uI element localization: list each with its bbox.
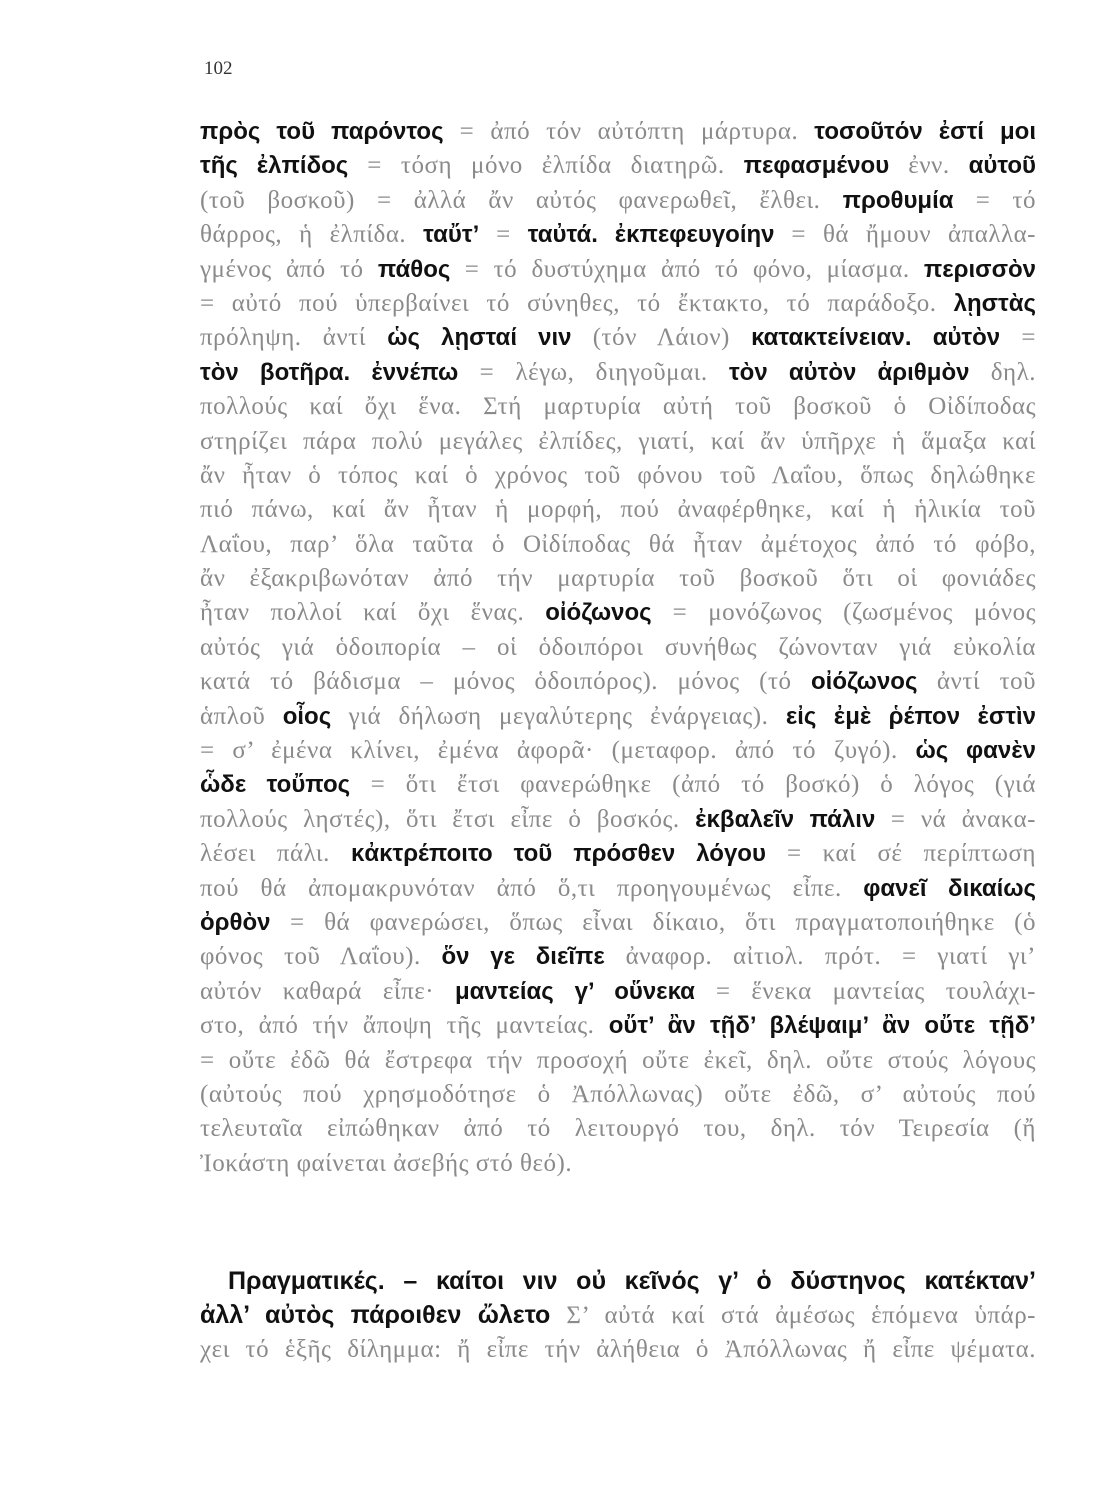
gloss-text: ἀναφορ. αἰτιολ. πρότ. = γιατί γι’ <box>604 943 1036 971</box>
text-line <box>200 253 1036 287</box>
text-line <box>200 1333 1036 1367</box>
lemma-term: φανεῖ δικαίως <box>863 874 1036 902</box>
lemma-term: κατακτείνειαν. αὐτὸν <box>751 324 1001 352</box>
text-line <box>200 321 1036 355</box>
lemma-term: κἀκτρέποιτο τοῦ πρόσθεν λόγου <box>350 840 766 868</box>
gloss-text: ἄν ἐξακριβωνόταν ἀπό τήν μαρτυρία τοῦ βοσκοῦ ὅτι οἱ φονιάδες <box>200 565 1036 593</box>
text-line <box>200 1298 1036 1332</box>
lemma-term: ὡς φανὲν <box>915 737 1036 765</box>
text-line <box>200 975 1036 1009</box>
lemma-term: τῆς ἐλπίδος <box>200 152 349 180</box>
gloss-text: στο, ἀπό τήν ἄποψη τῆς μαντείας. <box>200 1012 609 1040</box>
lemma-term: ὡς λῃσταί νιν <box>387 324 572 352</box>
gloss-text: = θά ἤμουν ἀπαλλα- <box>774 221 1036 249</box>
gloss-text: = ἕνεκα μαντείας τουλάχι- <box>694 977 1036 1005</box>
lemma-term: περισσὸν <box>923 255 1036 283</box>
lemma-term: ὀρθὸν <box>200 908 271 936</box>
text-line <box>200 1009 1036 1043</box>
text-line <box>200 700 1036 734</box>
gloss-text: λέσει πάλι. <box>200 840 351 868</box>
text-line <box>200 631 1036 665</box>
lemma-term: πεφασμένου <box>743 152 890 180</box>
gloss-text: χει τό ἑξῆς δίλημμα: ἤ εἶπε τήν ἀλήθεια ὁ Ἀπόλλωνας ἤ εἶπε ψέματα. <box>200 1335 1036 1363</box>
text-line <box>200 528 1036 562</box>
text-line <box>200 1147 1036 1181</box>
gloss-text: = αὐτό πού ὑπερβαίνει τό σύνηθες, τό ἔκτακτο, τό παράδοξο. <box>200 289 954 317</box>
gloss-text: = σ’ ἐμένα κλίνει, ἐμένα ἀφορᾶ· (μεταφορ. ἀπό τό ζυγό). <box>200 737 916 765</box>
lemma-term: ἀλλ’ αὐτὸς πάροιθεν ὤλετο <box>200 1301 551 1330</box>
lemma-term: οὔτ’ ἂν τῇδ’ βλέψαιμ’ ἂν οὔτε τῇδ’ <box>608 1012 1036 1040</box>
lemma-term: αὐτοῦ <box>968 152 1036 180</box>
gloss-text: = <box>1000 324 1036 352</box>
text-line <box>228 1264 1036 1298</box>
gloss-text: = τό <box>953 186 1036 214</box>
gloss-text: στηρίζει πάρα πολύ μεγάλες ἐλπίδες, γιατί, καί ἄν ὑπῆρχε ἡ ἅμαξα καί <box>200 427 1036 455</box>
gloss-text: δηλ. <box>969 358 1036 386</box>
text-line <box>200 596 1036 630</box>
gloss-text: = ὅτι ἔτσι φανερώθηκε (ἀπό τό βοσκό) ὁ λόγος (γιά <box>350 771 1036 799</box>
gloss-text: (τόν Λάιον) <box>571 324 752 352</box>
lemma-term: οἰόζωνος <box>810 668 918 696</box>
gloss-text: αὐτός γιά ὁδοιπορία – οἱ ὁδοιπόροι συνήθως ζώνονταν γιά εὐκολία <box>200 633 1036 661</box>
gloss-text: = καί σέ περίπτωση <box>765 840 1036 868</box>
text-line <box>200 493 1036 527</box>
lemma-term: ταὐτά. ἐκπεφευγοίην <box>527 221 775 249</box>
lemma-term: πάθος <box>377 255 451 283</box>
gloss-text: Σ’ αὐτά καί στά ἀμέσως ἑπόμενα ὑπάρ- <box>550 1302 1036 1330</box>
gloss-text: γιά δήλωση μεγαλύτερης ἐνάργειας). <box>331 702 786 730</box>
gloss-text: αὐτόν καθαρά εἶπε· <box>200 977 455 1005</box>
gloss-text: ἀντί τοῦ <box>917 668 1036 696</box>
lemma-term: μαντείας γ’ οὕνεκα <box>454 977 695 1005</box>
lemma-term: ταὔτ’ <box>423 221 480 249</box>
text-line <box>200 768 1036 802</box>
text-line <box>200 803 1036 837</box>
gloss-text: = τό δυστύχημα ἀπό τό φόνο, μίασμα. <box>450 255 924 283</box>
gloss-text: (αὐτούς πού χρησμοδότησε ὁ Ἀπόλλωνας) οὔτε ἐδῶ, σ’ αὐτούς πού <box>200 1080 1036 1108</box>
text-line <box>200 906 1036 940</box>
commentary-text <box>200 115 1036 1181</box>
gloss-text: = ἀπό τόν αὐτόπτη μάρτυρα. <box>443 118 815 145</box>
gloss-text: Ἰοκάστη φαίνεται ἀσεβής στό θεό). <box>200 1149 573 1177</box>
gloss-text: = νά ἀνακα- <box>875 805 1036 833</box>
gloss-text: = οὔτε ἐδῶ θά ἔστρεφα τήν προσοχή οὔτε ἐκεῖ, δηλ. οὔτε στούς λόγους <box>200 1046 1036 1074</box>
lemma-term: ὅν γε διεῖπε <box>441 943 605 971</box>
gloss-text: γμένος ἀπό τό <box>200 255 378 283</box>
text-line <box>200 837 1036 871</box>
gloss-text: πολλούς καί ὄχι ἕνα. Στή μαρτυρία αὐτή τοῦ βοσκοῦ ὁ Οἰδίποδας <box>200 393 1036 421</box>
lemma-term: τὸν αὐτὸν ἀριθμὸν <box>728 358 970 386</box>
text-line <box>200 425 1036 459</box>
lemma-term: προθυμία <box>842 186 954 214</box>
lemma-term: τοσοῦτόν ἐστί μοι <box>814 118 1036 145</box>
text-line <box>200 734 1036 768</box>
gloss-text: πολλούς ληστές), ὅτι ἔτσι εἶπε ὁ βοσκός. <box>200 805 696 833</box>
text-line <box>200 940 1036 974</box>
gloss-text: = τόση μόνο ἐλπίδα διατηρῶ. <box>348 152 744 180</box>
lemma-term: πρὸς τοῦ παρόντος <box>200 118 444 145</box>
text-line <box>200 356 1036 390</box>
text-line <box>200 562 1036 596</box>
lemma-term: ἐκβαλεῖν πάλιν <box>695 805 876 833</box>
gloss-text: τελευταῖα εἰπώθηκαν ἀπό τό λειτουργό του, δηλ. τόν Τειρεσία (ἤ <box>200 1115 1036 1143</box>
text-line <box>200 459 1036 493</box>
lemma-term: ὧδε τοὔπος <box>200 771 351 799</box>
text-line <box>200 287 1036 321</box>
text-line <box>200 184 1036 218</box>
gloss-text: (τοῦ βοσκοῦ) = ἀλλά ἄν αὐτός φανερωθεῖ, ἔλθει. <box>200 186 843 214</box>
text-line <box>200 1078 1036 1112</box>
text-line <box>200 665 1036 699</box>
lemma-term: Πραγματικές. – καίτοι νιν οὐ κεῖνός γ’ ὁ δύστηνος κατέκταν’ <box>228 1267 1036 1295</box>
lemma-term: λῃστὰς <box>953 289 1036 317</box>
gloss-text: ἁπλοῦ <box>200 702 283 730</box>
text-line <box>200 115 1036 149</box>
gloss-text: = <box>479 221 528 249</box>
gloss-text: ἐνν. <box>889 152 969 180</box>
section-commentary <box>200 1264 1036 1367</box>
gloss-text: ἦταν πολλοί καί ὄχι ἕνας. <box>200 599 546 627</box>
text-line <box>200 1112 1036 1146</box>
gloss-text: θάρρος, ἡ ἐλπίδα. <box>200 221 424 249</box>
gloss-text: πιό πάνω, καί ἄν ἦταν ἡ μορφή, πού ἀναφέρθηκε, καί ἡ ἡλικία τοῦ <box>200 496 1036 524</box>
text-line <box>200 218 1036 252</box>
text-line <box>200 390 1036 424</box>
gloss-text: ἄν ἦταν ὁ τόπος καί ὁ χρόνος τοῦ φόνου τοῦ Λαΐου, ὅπως δηλώθηκε <box>200 461 1036 489</box>
gloss-text: = μονόζωνος (ζωσμένος μόνος <box>651 599 1036 627</box>
lemma-term: οἰόζωνος <box>545 599 652 627</box>
lemma-term: τὸν βοτῆρα. ἐννέπω <box>200 358 459 386</box>
gloss-text: φόνος τοῦ Λαΐου). <box>200 943 442 971</box>
page-number: 102 <box>204 58 233 79</box>
gloss-text: πού θά ἀπομακρυνόταν ἀπό ὅ,τι προηγουμένως εἶπε. <box>200 874 864 902</box>
gloss-text: = λέγω, διηγοῦμαι. <box>458 358 729 386</box>
gloss-text: κατά τό βάδισμα – μόνος ὁδοιπόρος). μόνος (τό <box>200 668 811 696</box>
gloss-text: = θά φανερώσει, ὅπως εἶναι δίκαιο, ὅτι πραγματοποιήθηκε (ὁ <box>270 908 1036 936</box>
lemma-term: οἶος <box>282 702 332 730</box>
gloss-text: Λαΐου, παρ’ ὅλα ταῦτα ὁ Οἰδίποδας θά ἦταν ἀμέτοχος ἀπό τό φόβο, <box>200 530 1036 558</box>
lemma-term: εἰς ἐμὲ ῥέπον ἐστὶν <box>785 702 1036 730</box>
text-line <box>200 149 1036 183</box>
text-line <box>200 1044 1036 1078</box>
gloss-text: πρόληψη. ἀντί <box>200 324 388 352</box>
text-line <box>200 872 1036 906</box>
